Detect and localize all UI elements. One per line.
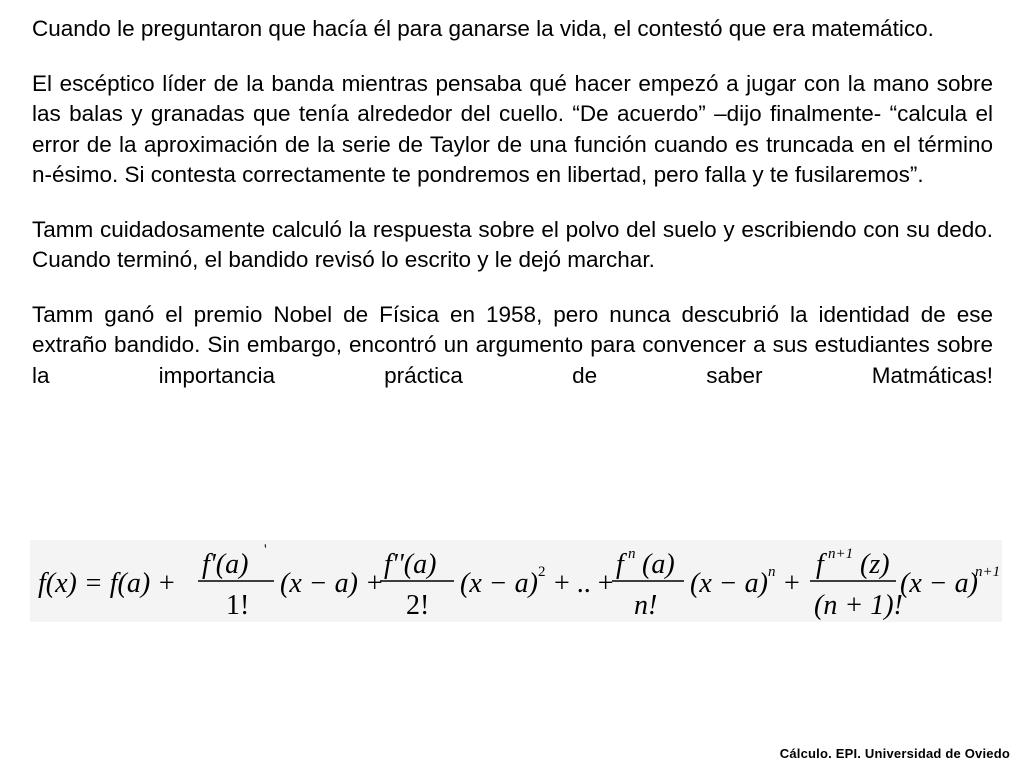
paragraph-4: Tamm ganó el premio Nobel de Física en 1958, pero nunca descubrió la identidad de ese extraño bandido. Sin embargo, encontró un argumento para convencer a sus estudiantes sobre la importancia práctica de saber Matmáticas!: [32, 301, 993, 388]
formula-ellipsis: + .. +: [554, 568, 614, 599]
term3-numerator-arg: (a): [642, 549, 675, 580]
term4-denominator: (n + 1)!: [814, 590, 903, 621]
term2-denominator: 2!: [406, 590, 430, 621]
term4-factor: (x − a): [900, 568, 978, 599]
term3-factor: (x − a): [690, 568, 768, 599]
term4-numerator-arg: (z): [860, 549, 890, 580]
paragraph-1: Cuando le preguntaron que hacía él para ganarse la vida, el contestó que era matemático.: [32, 16, 934, 41]
term2-exponent: 2: [538, 564, 546, 580]
story-text: [32, 14, 993, 415]
term4-numerator-order: n+1: [828, 546, 854, 562]
term3-numerator-f: f: [616, 549, 624, 580]
term1-numerator: f'(a): [202, 549, 249, 580]
term3-exponent: n: [768, 564, 776, 580]
taylor-formula-svg: [30, 540, 1002, 622]
term1-numerator-mark: ': [264, 542, 267, 558]
term1-denominator: 1!: [226, 590, 250, 621]
term4-numerator-f: f: [816, 549, 824, 580]
term3-numerator-order: n: [628, 546, 636, 562]
term1-factor: (x − a) +: [280, 568, 384, 599]
formula-plus: +: [784, 568, 800, 599]
term2-factor: (x − a): [460, 568, 538, 599]
taylor-formula: [30, 540, 1002, 622]
term2-numerator: f''(a): [384, 549, 437, 580]
formula-lhs: f(x) = f(a) +: [38, 568, 177, 599]
paragraph-3: Tamm cuidadosamente calculó la respuesta sobre el polvo del suelo y escribiendo con su dedo. Cuando terminó, el bandido revisó lo escrito y le dejó marchar.: [32, 216, 993, 272]
term4-exponent: n+1: [975, 564, 1001, 580]
term3-denominator: n!: [634, 590, 658, 621]
footer-credit: Cálculo. EPI. Universidad de Oviedo: [779, 746, 1010, 761]
paragraph-2: El escéptico líder de la banda mientras pensaba qué hacer empezó a jugar con la mano sobre las balas y granadas que tenía alrededor del cuello. “De acuerdo” –dijo finalmente- “calcula el error de la aproximación de la serie de Taylor de una función cuando es truncada en el término n-ésimo. Si contesta correctamente te pondremos en libertad, pero falla y te fusilaremos”.: [32, 70, 993, 187]
